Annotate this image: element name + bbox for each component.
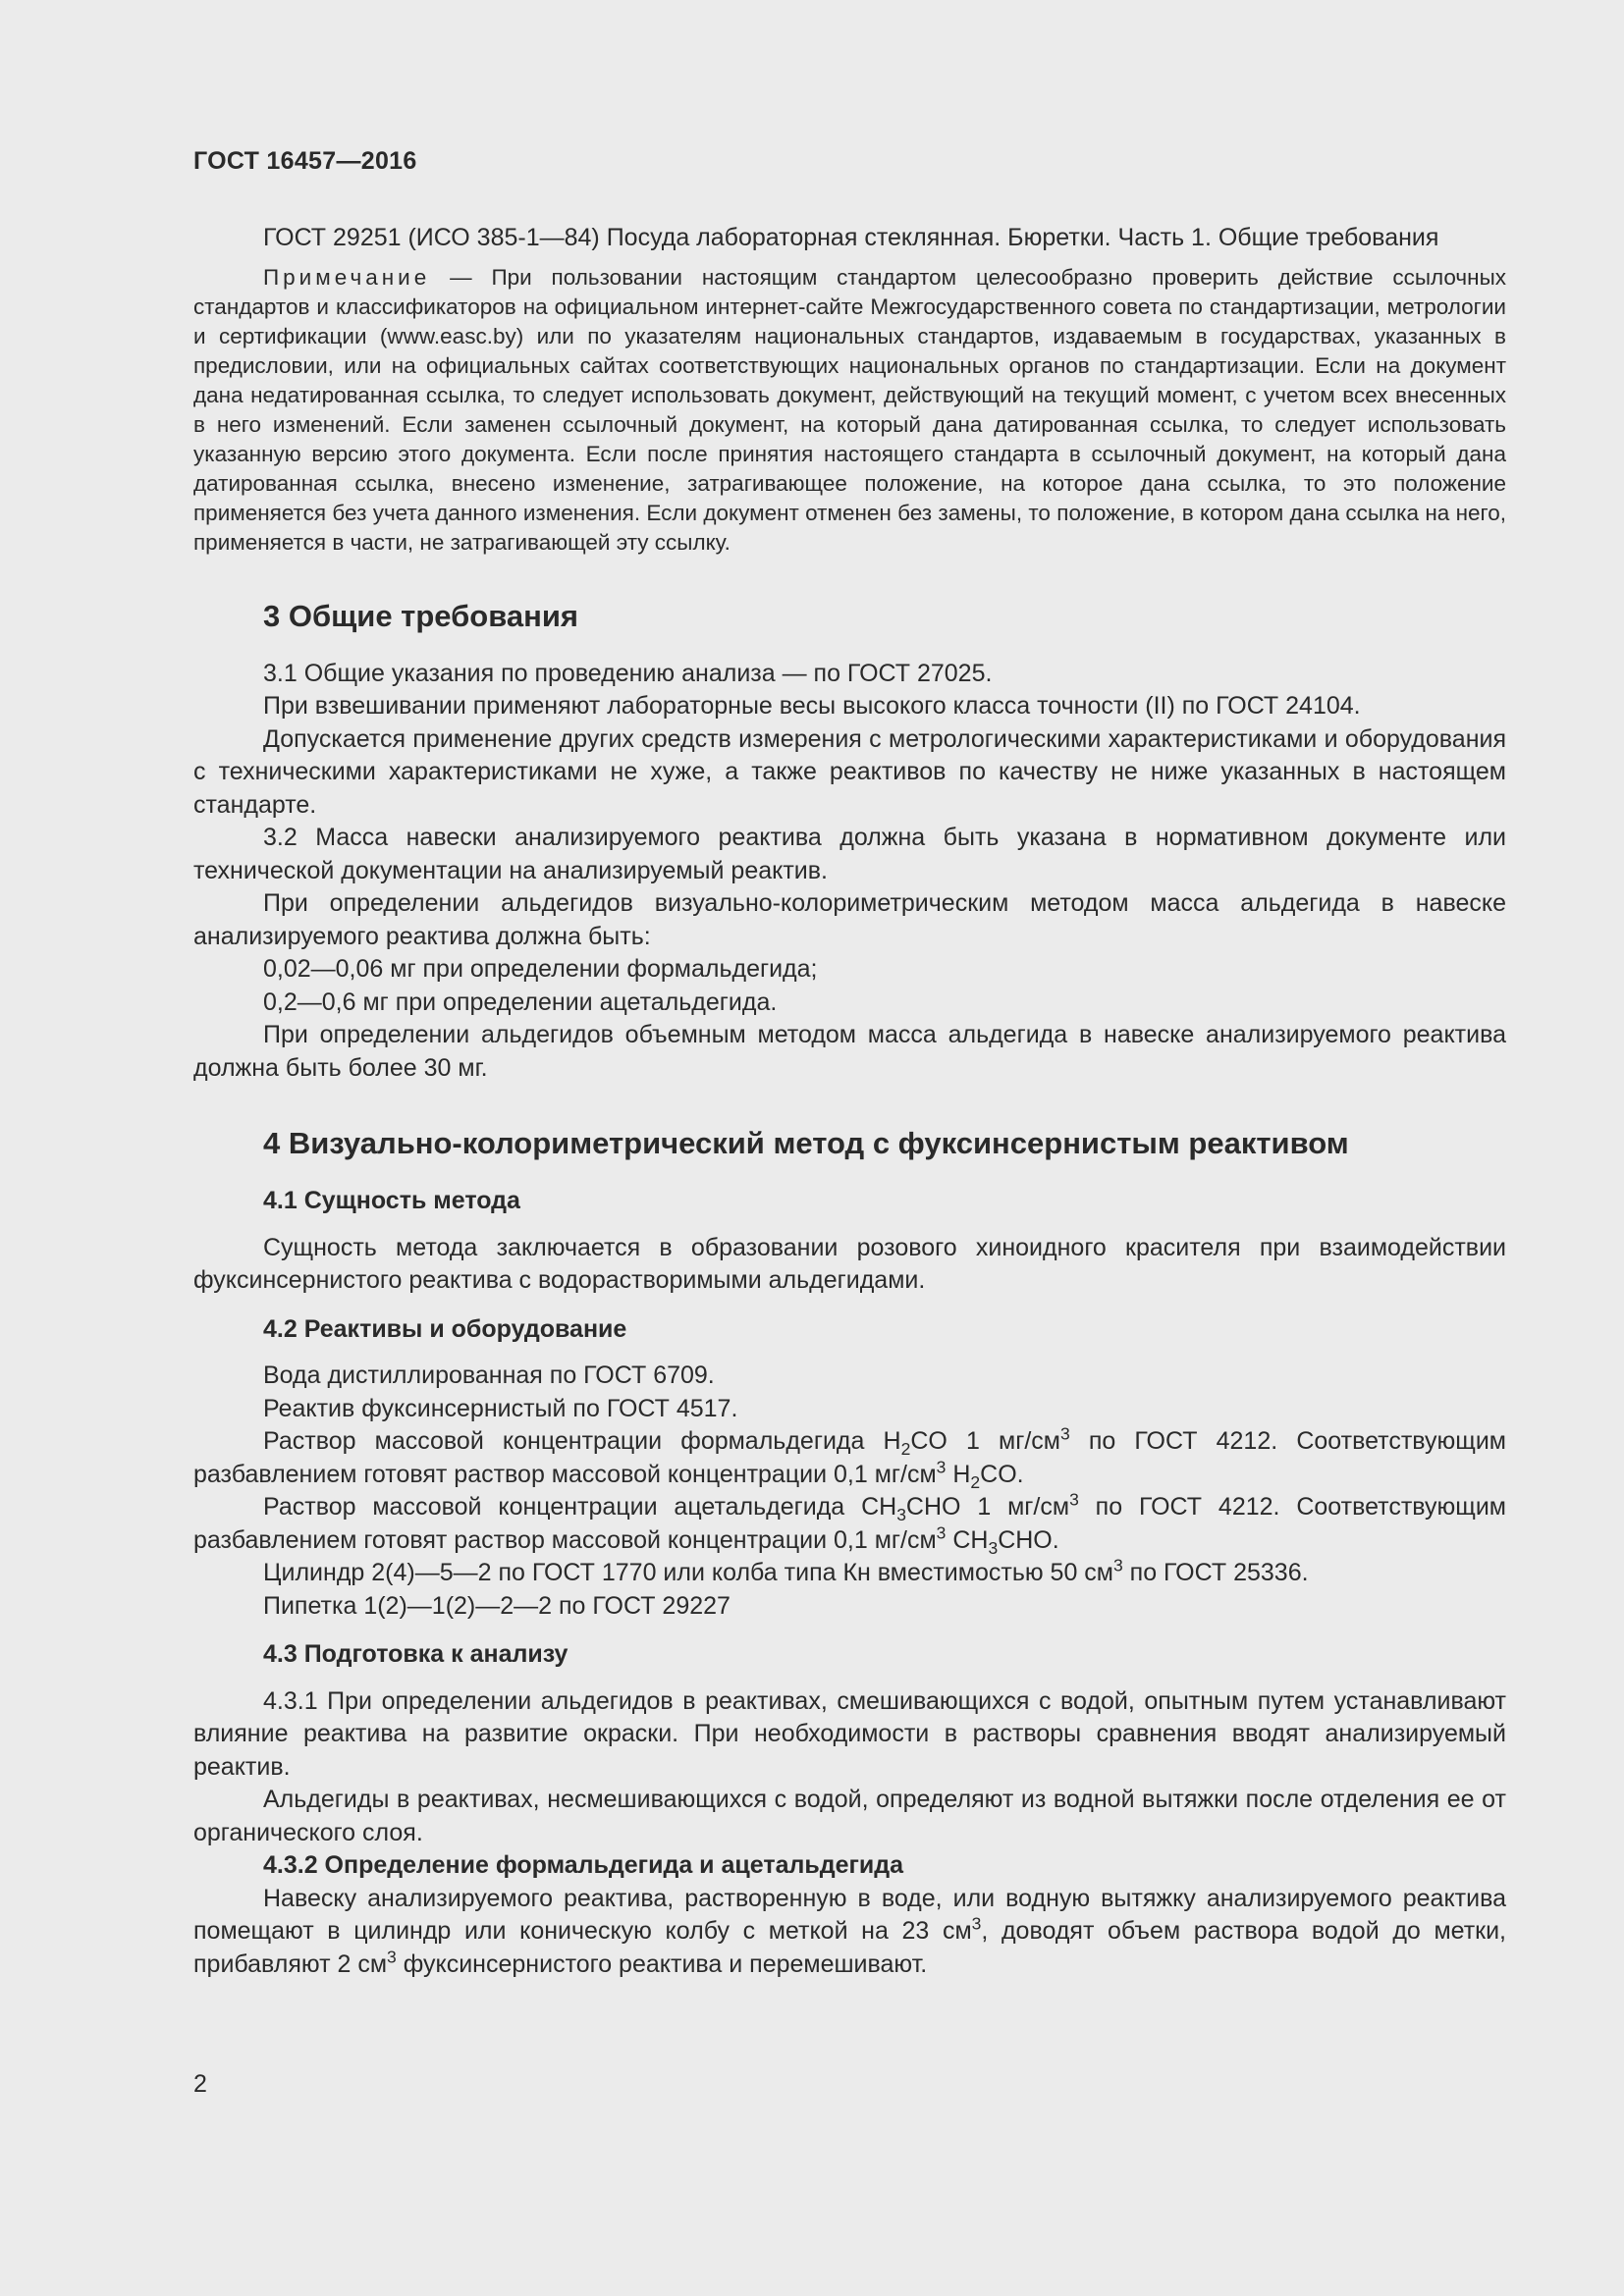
section-3-paragraph: При определении альдегидов визуально-колориметрическим методом масса альдегида в навеске анализируемого реактива должна быть: [193, 889, 1506, 950]
section-3-list-item: 0,02—0,06 мг при определении формальдегида; [263, 955, 818, 983]
text-run: , доводят объем раствора водой до метки, прибавляют 2 см [193, 1917, 1506, 1978]
section-3-paragraph: При определении альдегидов объемным методом масса альдегида в навеске анализируемого реактива должна быть более 30 мг. [193, 1021, 1506, 1082]
section-3-paragraph: 3.1 Общие указания по проведению анализа — по ГОСТ 27025. [263, 659, 993, 687]
subsection-4-2-heading: 4.2 Реактивы и оборудование [263, 1314, 627, 1343]
text-run: Раствор массовой концентрации ацетальдегида CH [263, 1493, 897, 1521]
superscript: 3 [1069, 1489, 1079, 1510]
document-body [193, 222, 1506, 1981]
text-run: CHO 1 мг/см [905, 1493, 1070, 1521]
text-run: по ГОСТ 25336. [1122, 1559, 1309, 1586]
text-run: Навеску анализируемого реактива, растворенную в воде, или водную вытяжку анализируемого реактива помещают в цилиндр или коническую колбу с меткой на 23 см [193, 1884, 1506, 1945]
subscript: 2 [970, 1471, 981, 1492]
superscript: 3 [936, 1457, 947, 1477]
text-run: CH [946, 1525, 989, 1554]
note-text: — При пользовании настоящим стандартом целесообразно проверить действие ссылочных стандартов и классификаторов на официальном интернет-сайте Межгосударственного совета по стандартизации, метрологии и сертификации (www.easc.by) или по указателям национальных стандартов, издаваемым в государствах, указанных в предисловии, или на официальных сайтах соответствующих национальных органов по стандартизации. Если на документ дана недатированная ссылка, то следует использовать документ, действующий на текущий момент, с учетом всех внесенных в него изменений. Если заменен ссылочный документ, на который дана датированная ссылка, то следует использовать указанную версию этого документа. Если после принятия настоящего стандарта в ссылочный документ, на который дана датированная ссылка, внесено изменение, затрагивающее положение, на которое дана ссылка, то это положение применяется без учета данного изменения. Если документ отменен без замены, то положение, в котором дана ссылка на него, применяется в части, не затрагивающей эту ссылку. [193, 264, 1506, 555]
reagent-item: Вода дистиллированная по ГОСТ 6709. [263, 1362, 715, 1389]
superscript: 3 [936, 1522, 947, 1543]
superscript: 3 [1059, 1423, 1070, 1444]
subsection-4-1-heading: 4.1 Сущность метода [263, 1187, 520, 1214]
reagent-item-acetaldehyde-solution [193, 1491, 1506, 1557]
section-3-paragraph: Допускается применение других средств измерения с метрологическими характеристиками и оборудования с техническими характеристиками не хуже, а также реактивов по качеству не ниже указанных в настоящем стандарте. [193, 724, 1506, 819]
document-header: ГОСТ 16457—2016 [193, 147, 417, 175]
equipment-item-cylinder [193, 1557, 1506, 1590]
section-3-list-item: 0,2—0,6 мг при определении ацетальдегида. [263, 988, 778, 1016]
superscript: 3 [971, 1913, 982, 1934]
subscript: 2 [900, 1439, 911, 1459]
subsection-4-3-1-paragraph: Альдегиды в реактивах, несмешивающихся с водой, определяют из водной вытяжки после отделения ее от органического слоя. [193, 1786, 1506, 1846]
text-run: CO 1 мг/см [910, 1427, 1060, 1455]
text-run: H [946, 1460, 971, 1488]
subscript: 3 [896, 1505, 906, 1524]
page-number: 2 [193, 2070, 207, 2098]
note-paragraph [193, 263, 1506, 558]
subsection-4-3-heading: 4.3 Подготовка к анализу [263, 1640, 568, 1668]
text-run: по ГОСТ 4212. Соответствующим разбавлением готовят раствор массовой концентрации 0,1 мг/см [193, 1427, 1506, 1488]
text-run: CHO. [998, 1525, 1059, 1554]
subsection-4-3-1-paragraph: 4.3.1 При определении альдегидов в реактивах, смешивающихся с водой, опытным путем устанавливают влияние реактива на развитие окраски. При необходимости в растворы сравнения вводят анализируемый реактив. [193, 1686, 1506, 1781]
text-run: Цилиндр 2(4)—5—2 по ГОСТ 1770 или колба типа Кн вместимостью 50 см [263, 1559, 1113, 1586]
text-run: Раствор массовой концентрации формальдегида H [263, 1427, 901, 1455]
superscript: 3 [387, 1947, 397, 1967]
superscript: 3 [1112, 1555, 1123, 1575]
text-run: CO. [980, 1460, 1024, 1488]
subscript: 3 [988, 1537, 999, 1558]
reagent-item-formaldehyde-solution [193, 1425, 1506, 1491]
reagent-item: Реактив фуксинсернистый по ГОСТ 4517. [263, 1394, 738, 1422]
text-run: фуксинсернистого реактива и перемешивают. [396, 1949, 928, 1978]
section-3-paragraph: При взвешивании применяют лабораторные весы высокого класса точности (II) по ГОСТ 24104. [263, 692, 1361, 720]
section-3-heading: 3 Общие требования [263, 598, 578, 633]
normative-reference-gost-29251: ГОСТ 29251 (ИСО 385-1—84) Посуда лабораторная стеклянная. Бюретки. Часть 1. Общие требования [263, 224, 1439, 251]
section-3-paragraph: 3.2 Масса навески анализируемого реактива должна быть указана в нормативном документе или технической документации на анализируемый реактив. [193, 824, 1506, 884]
equipment-item-pipette: Пипетка 1(2)—1(2)—2—2 по ГОСТ 29227 [263, 1591, 731, 1620]
note-label: Примечание [263, 264, 431, 290]
section-4-heading: 4 Визуально-колориметрический метод с фуксинсернистым реактивом [263, 1126, 1349, 1160]
subsection-4-3-2-heading: 4.3.2 Определение формальдегида и ацетальдегида [263, 1851, 904, 1879]
text-run: по ГОСТ 4212. Соответствующим разбавлением готовят раствор массовой концентрации 0,1 мг/см [193, 1493, 1506, 1554]
subsection-4-1-paragraph: Сущность метода заключается в образовании розового хиноидного красителя при взаимодействии фуксинсернистого реактива с водорастворимыми альдегидами. [193, 1233, 1506, 1294]
subsection-4-3-2-paragraph [193, 1883, 1506, 1982]
